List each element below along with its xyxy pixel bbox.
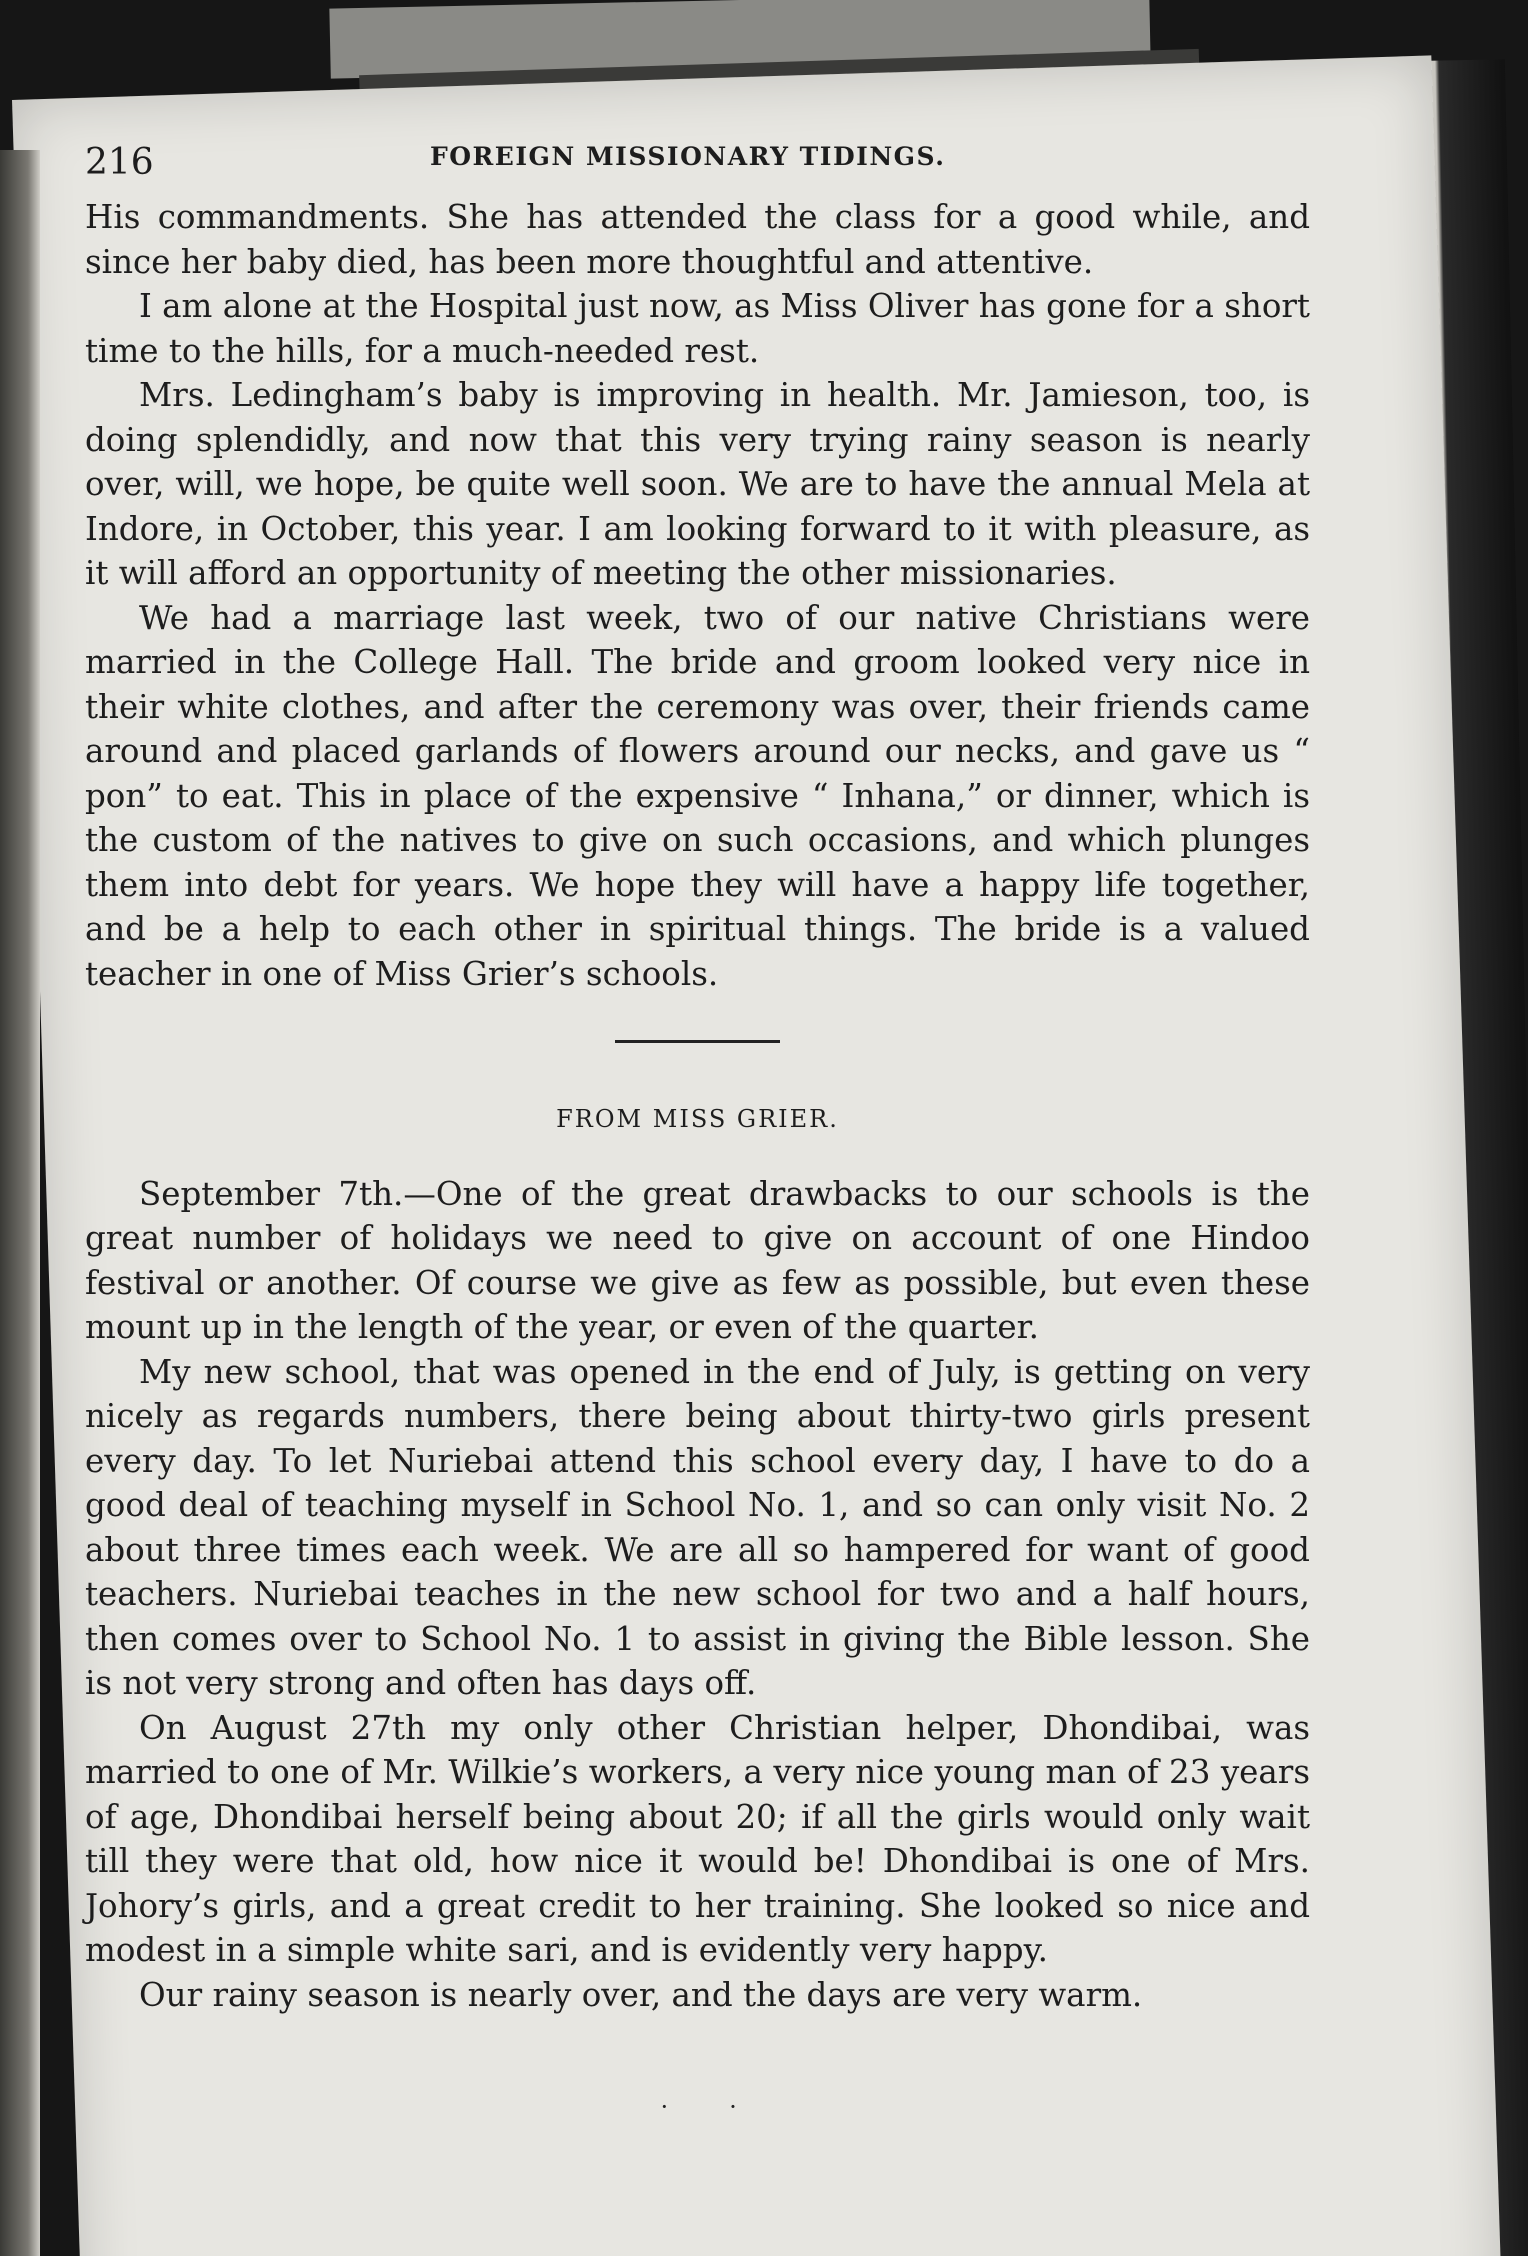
paragraph: I am alone at the Hospital just now, as Miss Oliver has gone for a short time to the hills, for a much-needed rest. xyxy=(85,287,1310,370)
page-number: 216 xyxy=(85,142,154,183)
paragraph: On August 27th my only other Christian helper, Dhondibai, was married to one of Mr. Wilkie’s workers, a very nice young man of 23 years of age, Dhondibai herself being about 20; if all the girls would only wait till they were that old, how nice it would be! Dhondibai is one of Mrs. Johory’s girls, and a great credit to her training. She looked so nice and modest in a simple white sari, and is evidently very happy. xyxy=(85,1708,1310,1969)
paragraph: Mrs. Ledingham’s baby is improving in health. Mr. Jamieson, too, is doing splendidly, and now that this very trying rainy season is nearly over, will, we hope, be quite well soon. We are to have the annual Mela at Indore, in October, this year. I am looking forward to it with pleasure, as it will afford an opportunity of meeting the other missionaries. xyxy=(85,376,1310,592)
book-binding xyxy=(0,150,40,2256)
section-heading: FROM MISS GRIER. xyxy=(556,1105,839,1133)
paragraph: Our rainy season is nearly over, and the days are very warm. xyxy=(139,1975,1143,2014)
page-header xyxy=(85,135,1310,195)
print-specks: ·· xyxy=(660,2092,798,2121)
paragraph: My new school, that was opened in the end of July, is getting on very nicely as regards numbers, there being about thirty-two girls present every day. To let Nuriebai attend this school every day, I have to do a good deal of teaching myself in School No. 1, and so can only visit No. 2 about three times each week. We are all so hampered for want of good teachers. Nuriebai teaches in the new school for two and a half hours, then comes over to School No. 1 to assist in giving the Bible lesson. She is not very strong and often has days off. xyxy=(85,1352,1310,1702)
paragraph: September 7th.—One of the great drawbacks to our schools is the great number of holidays we need to give on account of one Hindoo festival or another. Of course we give as few as possible, but even these mount up in the length of the year, or even of the quarter. xyxy=(85,1174,1310,1346)
running-head: FOREIGN MISSIONARY TIDINGS. xyxy=(430,142,946,171)
paragraph: We had a marriage last week, two of our native Christians were married in the College Hall. The bride and groom looked very nice in their white clothes, and after the ceremony was over, their friends came around and placed garlands of flowers around our necks, and gave us “ pon” to eat. This in place of the expensive “ Inhana,” or dinner, which is the custom of the natives to give on such occasions, and which plunges them into debt for years. We hope they will have a happy life together, and be a help to each other in spiritual things. The bride is a valued teacher in one of Miss Grier’s schools. xyxy=(85,598,1310,993)
section-divider xyxy=(615,1040,780,1043)
page-content xyxy=(85,135,1310,2017)
paragraph-continued: His commandments. She has attended the class for a good while, and since her baby died, has been more thoughtful and attentive. xyxy=(85,198,1310,281)
